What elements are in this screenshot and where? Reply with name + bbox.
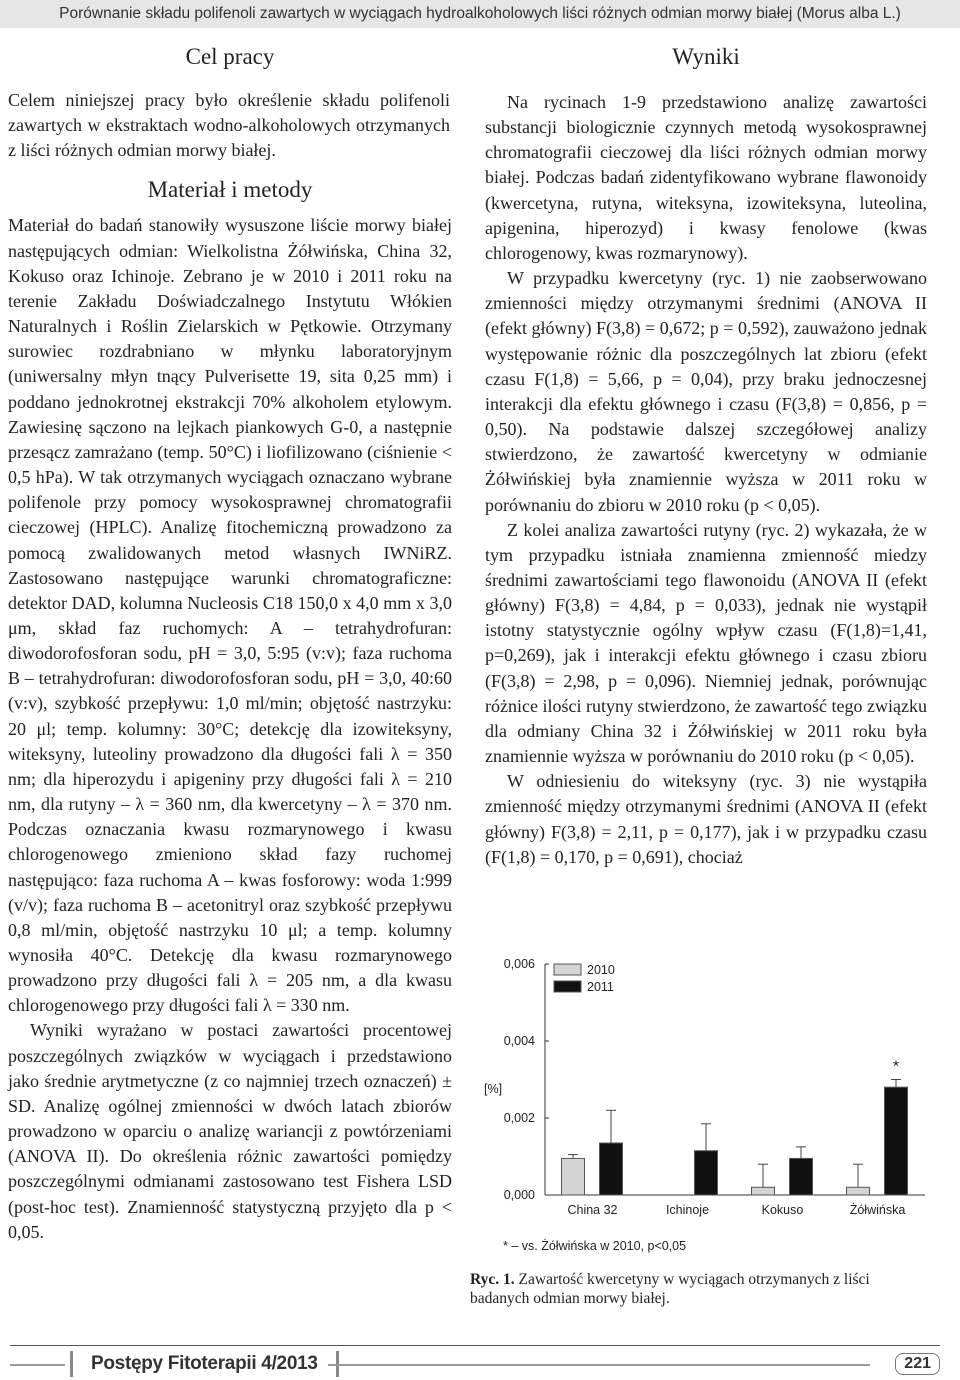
x-tick-label: Żółwińska — [849, 1203, 906, 1217]
y-tick-label: 0,006 — [503, 957, 535, 971]
journal-title: Postępy Fitoterapii 4/2013 — [70, 1351, 339, 1377]
footer-rule-left — [10, 1364, 65, 1366]
legend-swatch-2010 — [554, 964, 581, 975]
figure-caption — [470, 1270, 930, 1308]
wyniki-paragraph-2: W przypadku kwercetyny (ryc. 1) nie zaobserwowano zmienności między otrzymanymi średnimi (ANOVA II (efekt główny) F(3,8) = 0,672; p = 0,592), zauważono jednak występowanie różnic dla poszczególnych lat zbioru (efekt czasu F(1,8) = 5,66, p = 0,04), przy braku jednoczesnej interakcji dla efektu głównego i czasu (F(3,8) = 0,856, p = 0,50). Na podstawie dalszej szczegółowej analizy stwierdzono, że zawartość kwercetyny w odmianie Żółwińskiej była znamiennie wyższa w 2011 roku w porównaniu do zbioru w 2010 roku (p < 0,05). — [485, 268, 927, 515]
bar-2011 — [695, 1151, 718, 1195]
running-head-text: Porównanie składu polifenoli zawartych w wyciągach hydroalkoholowych liści różnych odmian morwy białej (Morus alba L.) — [59, 5, 901, 22]
metody-paragraph-2: Wyniki wyrażano w postaci zawartości procentowej poszczególnych związków w wyciągach i przedstawiono jako średnie arytmetyczne (z co najmniej trzech oznaczeń) ± SD. Analizę ogólnej zmienności w dwóch latach zbiorów prowadzono w oparciu o analizę wariancji z powtórzeniami (ANOVA II). Do określenia różnic zawartości pomiędzy poszczególnymi odmianami zastosowano test Fishera LSD (post-hoc test). Znamienność statystyczną przyjęto dla p < 0,05. — [8, 1020, 452, 1242]
bar-2011 — [790, 1158, 813, 1195]
bar-2010 — [562, 1158, 585, 1195]
y-tick-label: 0,000 — [503, 1188, 535, 1202]
x-tick-label: Kokuso — [761, 1203, 804, 1217]
caption-text: Zawartość kwercetyny w wyciągach otrzymanych z liści badanych odmian morwy białej. — [470, 1271, 870, 1307]
page-footer — [10, 1345, 940, 1380]
left-column — [8, 44, 452, 1245]
wyniki-paragraph-4: W odniesieniu do witeksyny (ryc. 3) nie wystąpiła zmienność między otrzymanymi średnimi (ANOVA II (efekt główny) F(3,8) = 2,11, p = 0,177), jak i w przypadku czasu (F(1,8) = 0,170, p = 0,691), chociaż — [485, 771, 927, 867]
caption-label: Ryc. 1. — [470, 1271, 515, 1288]
legend-label: 2010 — [587, 963, 615, 977]
y-axis-label: [%] — [484, 1082, 503, 1096]
right-column — [485, 44, 927, 870]
legend-swatch-2011 — [554, 981, 581, 992]
wyniki-paragraph-3: Z kolei analiza zawartości rutyny (ryc. 2) wykazała, że w tym przypadku istniała znamienna zmienność miedzy średnimi zawartościami tego flawonoidu (ANOVA II (efekt główny) F(3,8) = 4,84, p = 0,033), jednak nie wystąpił istotny statystycznie ogólny wpływ czasu (F(1,8)=1,41, p=0,269), jak i interakcji efektu głównego i czasu zbioru (F(3,8) = 2,98, p = 0,096). Niemniej jednak, porównując różnice ilości rutyny stwierdzono, że zawartość tego związku dla odmiany China 32 i Żółwińskiej w 2011 roku była znamiennie wyższa w porównaniu do 2010 roku (p < 0,05). — [485, 519, 927, 767]
bar-2011 — [600, 1143, 623, 1195]
x-tick-label: China 32 — [567, 1203, 618, 1217]
figure-1-chart — [470, 948, 930, 1268]
bar-2010 — [752, 1187, 775, 1195]
wyniki-heading: Wyniki — [672, 44, 740, 69]
running-head — [0, 0, 960, 28]
legend-label: 2011 — [587, 980, 614, 994]
chart-note: * – vs. Żółwińska w 2010, p<0,05 — [503, 1239, 687, 1253]
wyniki-paragraph-1: Na rycinach 1-9 przedstawiono analizę zawartości substancji biologicznie czynnych metodą wysokosprawnej chromatografii cieczowej dla liści różnych odmian morwy białej. Podczas badań zidentyfikowano wybrane flawonoidy (kwercetyna, rutyna, witeksyna, izowiteksyna, luteolina, apigenina, hiperozyd) i kwasy fenolowe (kwas chlorogenowy, kwas rozmarynowy). — [485, 92, 927, 263]
y-tick-label: 0,002 — [503, 1111, 535, 1125]
cel-paragraph: Celem niniejszej pracy było określenie składu polifenoli zawartych w ekstraktach wodno-alkoholowych otrzymanych z liści różnych odmian morwy białej. — [8, 90, 450, 161]
bar-2010 — [847, 1187, 870, 1195]
significance-mark: * — [892, 1058, 900, 1076]
bar-chart-svg — [470, 948, 930, 1268]
metody-heading: Materiał i metody — [147, 177, 313, 203]
x-tick-label: Ichinoje — [665, 1203, 710, 1217]
page-number: 221 — [895, 1353, 940, 1375]
y-tick-label: 0,004 — [503, 1034, 535, 1048]
bar-2011 — [885, 1087, 908, 1195]
footer-rule — [328, 1364, 870, 1366]
cel-heading: Cel pracy — [185, 44, 275, 69]
metody-paragraph-1: Materiał do badań stanowiły wysuszone liście morwy białej następujących odmian: Wielkolistna Żółwińska, China 32, Kokuso oraz Ichinoje. Zebrano je w 2010 i 2011 roku na terenie Zakładu Doświadczalnego Instytutu Włókien Naturalnych i Roślin Zielarskich w Pętkowie. Otrzymany surowiec rozdrabniano w młynku laboratoryjnym (uniwersalny młyn tnący Pulverisette 19, sita 0,25 mm) i poddano jednokrotnej ekstrakcji 70% alkoholem etylowym. Zawiesinę sączono na lejkach piankowych G-0, a następnie przesącz zamrażano (temp. 50°C) i liofilizowano (ciśnienie < 0,5 hPa). W tak otrzymanych wyciągach oznaczano wybrane polifenole przy pomocy wysokosprawnej chromatografii cieczowej (HPLC). Analizę fitochemiczną prowadzono za pomocą zwalidowanych metod własnych IWNiRZ. Zastosowano następujące warunki chromatograficzne: detektor DAD, kolumna Nucleosis C18 150,0 x 4,0 mm x 3,0 μm, skład faz ruchomych: A – tetrahydrofuran: diwodorofosforan sodu, pH = 3,0, 5:95 (v:v); faza ruchoma B – tetrahydrofuran: diwodorofosforan sodu, pH = 3,0, 40:60 (v:v), szybkość przepływu: 1,0 ml/min; objętość nastrzyku: 20 μl; temp. kolumny: 30°C; detekcję dla izowiteksyny, witeksyny, luteoliny prowadzono dla długości fali λ = 350 nm; dla hiperozydu i apigeniny przy długości fali λ = 210 nm, dla rutyny – λ = 360 nm, dla kwercetyny – λ = 370 nm. Podczas oznaczania kwasu rozmarynowego i kwasu chlorogenowego zmieniono skład fazy ruchomej następująco: faza ruchoma A – kwas fosforowy: woda 1:999 (v/v); faza ruchoma B – acetonitryl oraz szybkość przepływu 0,8 ml/min, objętość nastrzyku 10 μl; a temp. kolumny wynosiła 40°C. Detekcję dla kwasu rozmarynowego prowadzono przy długości fali λ = 205 nm, a dla kwasu chlorogenowego przy długości fali λ = 330 nm. — [8, 215, 452, 1016]
